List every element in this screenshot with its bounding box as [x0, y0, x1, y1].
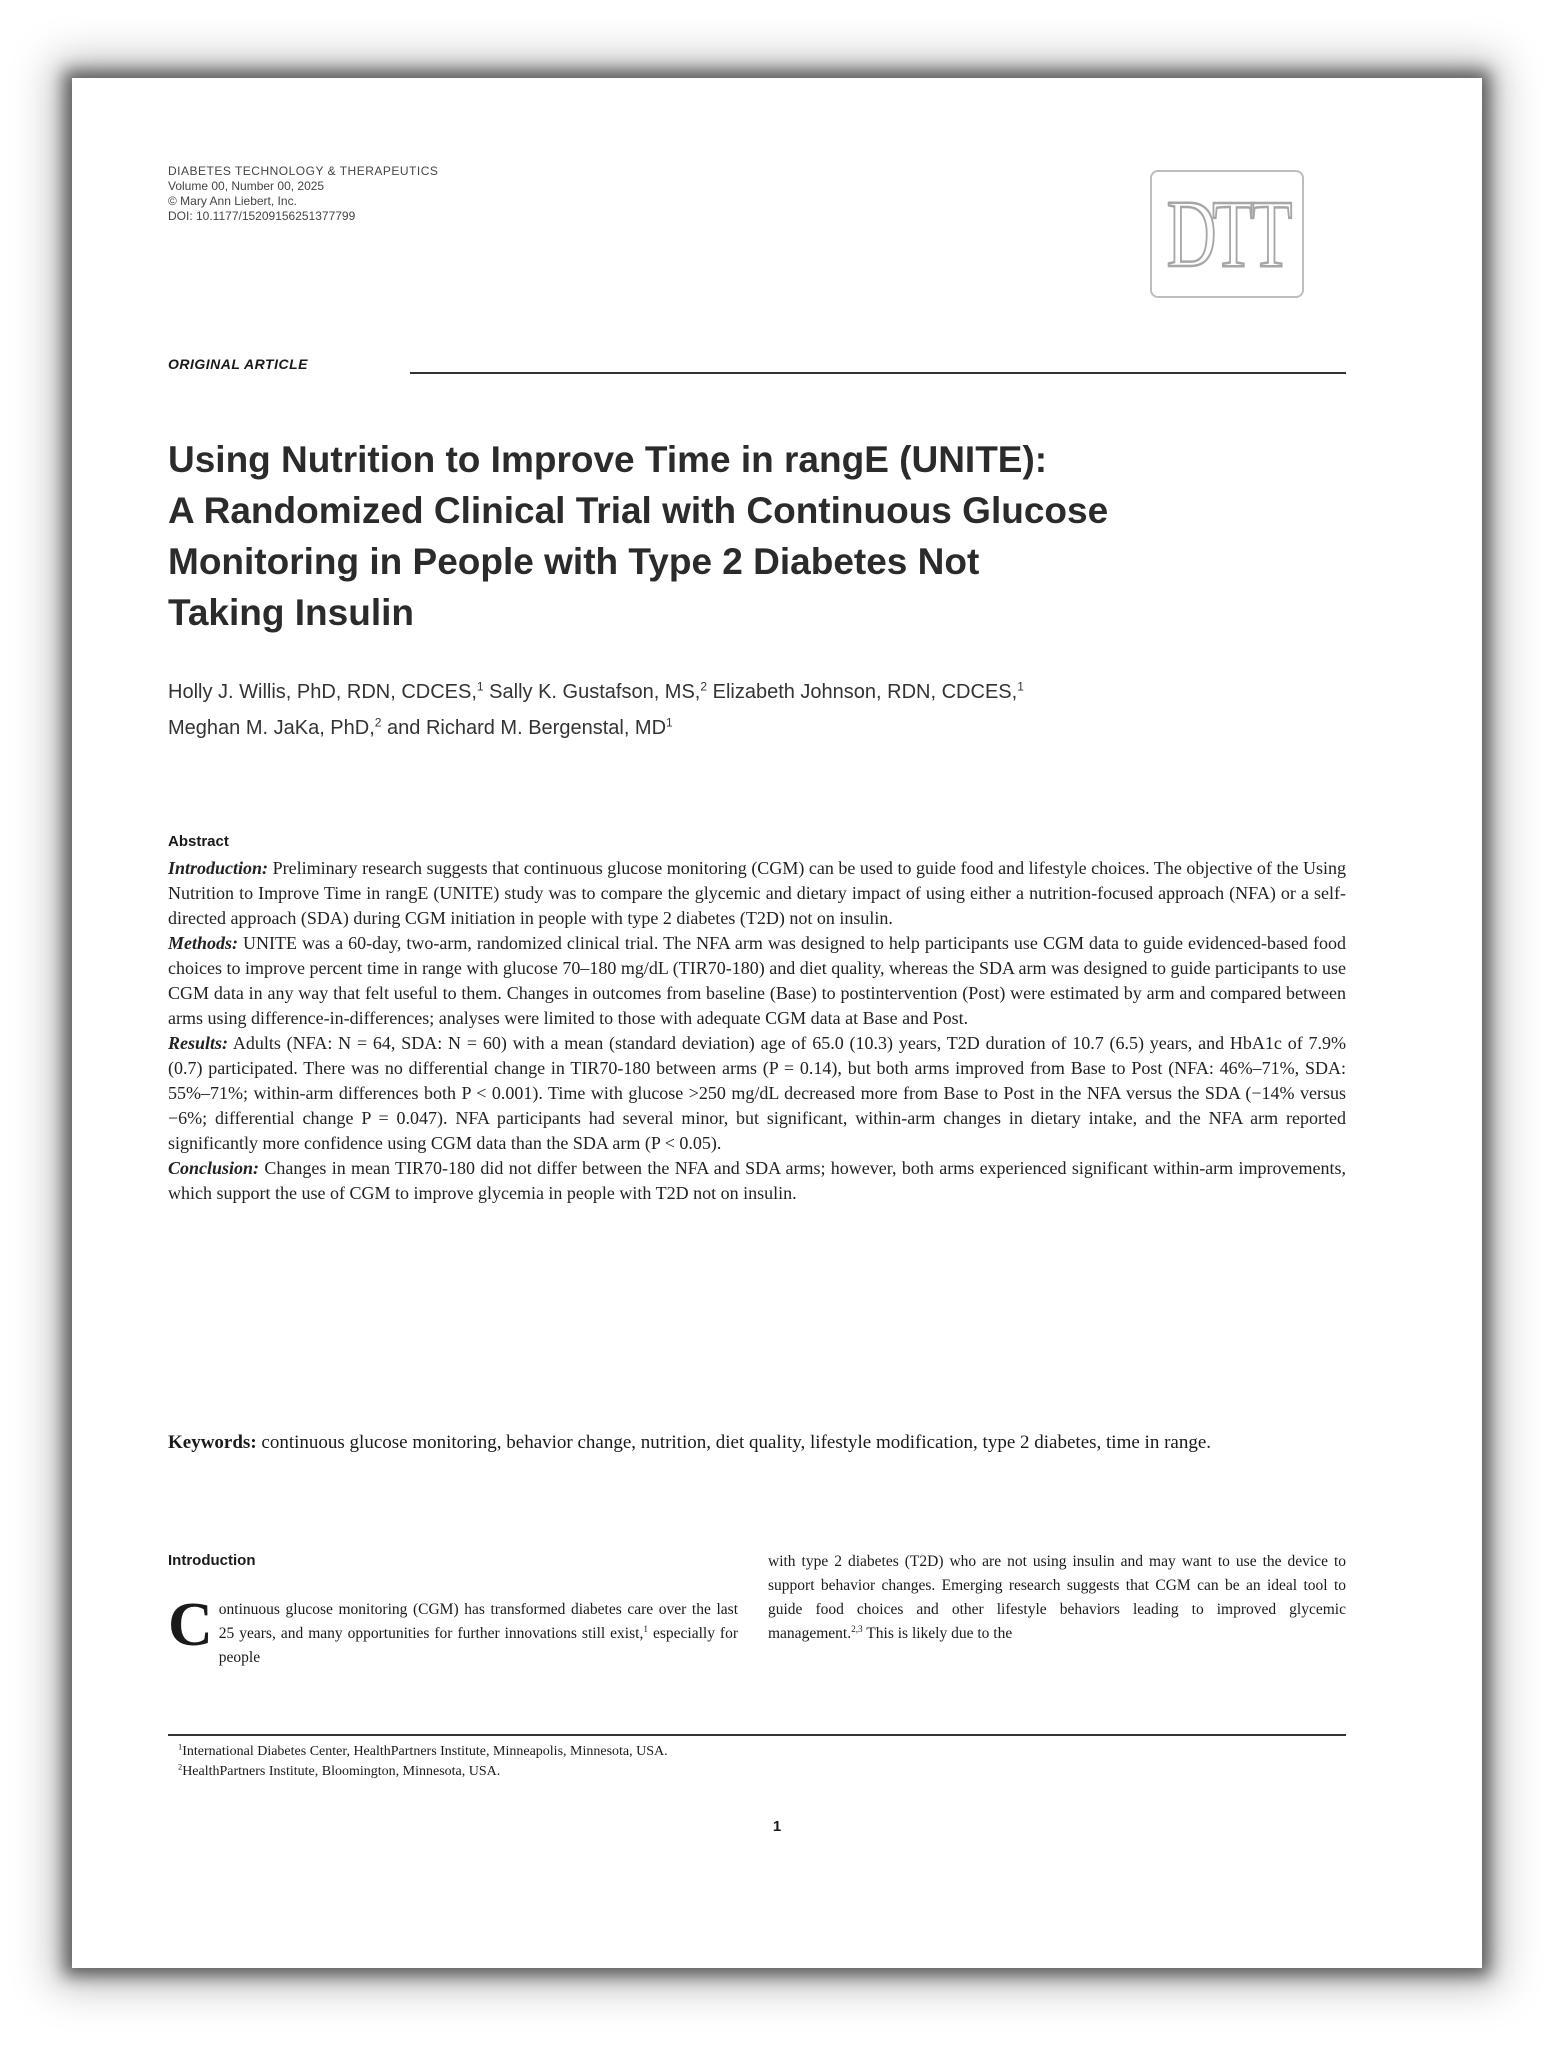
abstract-text: Adults (NFA: N = 64, SDA: N = 60) with a mean (standard deviation) age of 65.0 (10.3) years, T2D duration of 10.7 (6.5) years, and HbA1c of 7.9% (0.7) participated. There was no differential change in TIR70-180 between arms (P = 0.14), but both arms improved from Base to Post (NFA: 46%–71%, SDA: 55%–71%; within-arm differences both P < 0.001). Time with glucose >250 mg/dL decreased more from Base to Post in the NFA versus the SDA (−14% versus −6%; differential change P = 0.047). NFA participants had several minor, but significant, within-arm changes in dietary intake, and the NFA arm reported significantly more confidence using CGM data than the SDA arm (P < 0.05).: [168, 1033, 1346, 1153]
affiliation-mark: 1: [1017, 679, 1024, 694]
abstract-label: Introduction:: [168, 858, 269, 878]
abstract-conclusion: [168, 1156, 1346, 1206]
citation-mark: 2,3: [851, 1624, 863, 1635]
keywords-text: continuous glucose monitoring, behavior change, nutrition, diet quality, lifestyle modification, type 2 diabetes, time in range.: [256, 1432, 1212, 1453]
affiliation-mark: 2: [700, 679, 708, 694]
affiliation-footnotes: [178, 1742, 1338, 1782]
abstract-text: UNITE was a 60-day, two-arm, randomized clinical trial. The NFA arm was designed to help participants use CGM data to guide evidenced-based food choices to improve percent time in range with glucose 70–180 mg/dL (TIR70-180) and diet quality, whereas the SDA arm was designed to guide participants to use CGM data in any way that felt useful to them. Changes in outcomes from baseline (Base) to postintervention (Post) were estimated by arm and compared between arms using difference-in-differences; analyses were limited to those with adequate CGM data at Base and Post.: [168, 933, 1346, 1028]
keywords: [168, 1430, 1346, 1455]
introduction-column-right: [768, 1550, 1346, 1646]
article-title: [168, 434, 1268, 638]
author: Sally K. Gustafson, MS,: [483, 681, 701, 703]
footnote: [178, 1742, 1338, 1762]
body-text: with type 2 diabetes (T2D) who are not using insulin and may want to use the device to support behavior changes. Emerging research suggests that CGM can be an ideal tool to guide food choices and other lifestyle behaviors leading to improved glycemic management.: [768, 1553, 1346, 1642]
abstract-text: Changes in mean TIR70-180 did not differ between the NFA and SDA arms; however, both arms experienced significant within-arm improvements, which support the use of CGM to improve glycemia in people with T2D not on insulin.: [168, 1158, 1346, 1203]
abstract-label: Methods:: [168, 933, 239, 953]
journal-meta: [168, 164, 438, 224]
journal-name: DIABETES TECHNOLOGY & THERAPEUTICS: [168, 164, 439, 178]
affiliation-mark: 1: [476, 679, 484, 694]
journal-doi: DOI: 10.1177/15209156251377799: [168, 209, 356, 223]
footnote-mark: 2: [178, 1762, 183, 1772]
author: Meghan M. JaKa, PhD,: [168, 717, 375, 739]
header-rule: [410, 372, 1346, 374]
citation-mark: 1: [643, 1624, 648, 1635]
footnote: [178, 1762, 1338, 1782]
journal-copyright: © Mary Ann Liebert, Inc.: [168, 194, 297, 208]
abstract-label: Results:: [168, 1033, 229, 1053]
paper-page: [72, 78, 1482, 1968]
abstract-methods: [168, 931, 1346, 1031]
author-line: [168, 710, 1318, 746]
body-text: ontinuous glucose monitoring (CGM) has transformed diabetes care over the last 25 years, and many opportunities for further innovations still exist,: [218, 1601, 738, 1642]
title-line: Monitoring in People with Type 2 Diabetes Not: [168, 541, 980, 582]
keywords-label: Keywords:: [168, 1432, 257, 1453]
page-number: 1: [772, 1818, 782, 1835]
author: and Richard M. Bergenstal, MD: [381, 717, 667, 739]
introduction-column-left: [168, 1591, 738, 1670]
footnote-text: HealthPartners Institute, Bloomington, Minnesota, USA.: [182, 1764, 501, 1779]
abstract-introduction: [168, 856, 1346, 931]
footnote-mark: 1: [178, 1742, 183, 1752]
abstract-body: [168, 856, 1346, 1206]
journal-logo-text: DTT: [1166, 180, 1288, 287]
body-text: especially for people: [218, 1625, 738, 1666]
author-list: [168, 674, 1318, 746]
footnote-text: International Diabetes Center, HealthPartners Institute, Minneapolis, Minnesota, USA.: [182, 1744, 668, 1759]
affiliation-mark: 2: [374, 715, 382, 730]
journal-volume: Volume 00, Number 00, 2025: [168, 179, 325, 193]
title-line: A Randomized Clinical Trial with Continuous Glucose: [168, 490, 1109, 531]
author-line: [168, 674, 1318, 710]
abstract-heading: Abstract: [168, 833, 229, 850]
introduction-heading: Introduction: [168, 1552, 256, 1569]
title-line: Using Nutrition to Improve Time in rangE (UNITE):: [168, 439, 1048, 480]
body-text: This is likely due to the: [862, 1625, 1013, 1642]
abstract-text: Preliminary research suggests that continuous glucose monitoring (CGM) can be used to guide food and lifestyle choices. The objective of the Using Nutrition to Improve Time in rangE (UNITE) study was to compare the glycemic and dietary impact of using either a nutrition-focused approach (NFA) or a self-directed approach (SDA) during CGM initiation in people with type 2 diabetes (T2D) not on insulin.: [168, 858, 1346, 928]
author: Elizabeth Johnson, RDN, CDCES,: [707, 681, 1018, 703]
affiliation-mark: 1: [666, 715, 673, 730]
author: Holly J. Willis, PhD, RDN, CDCES,: [168, 681, 477, 703]
footnote-rule: [168, 1734, 1346, 1736]
journal-logo: [1150, 170, 1304, 298]
article-type: ORIGINAL ARTICLE: [168, 356, 308, 372]
abstract-results: [168, 1031, 1346, 1156]
drop-cap: C: [168, 1591, 213, 1659]
abstract-label: Conclusion:: [168, 1158, 260, 1178]
title-line: Taking Insulin: [168, 592, 414, 633]
